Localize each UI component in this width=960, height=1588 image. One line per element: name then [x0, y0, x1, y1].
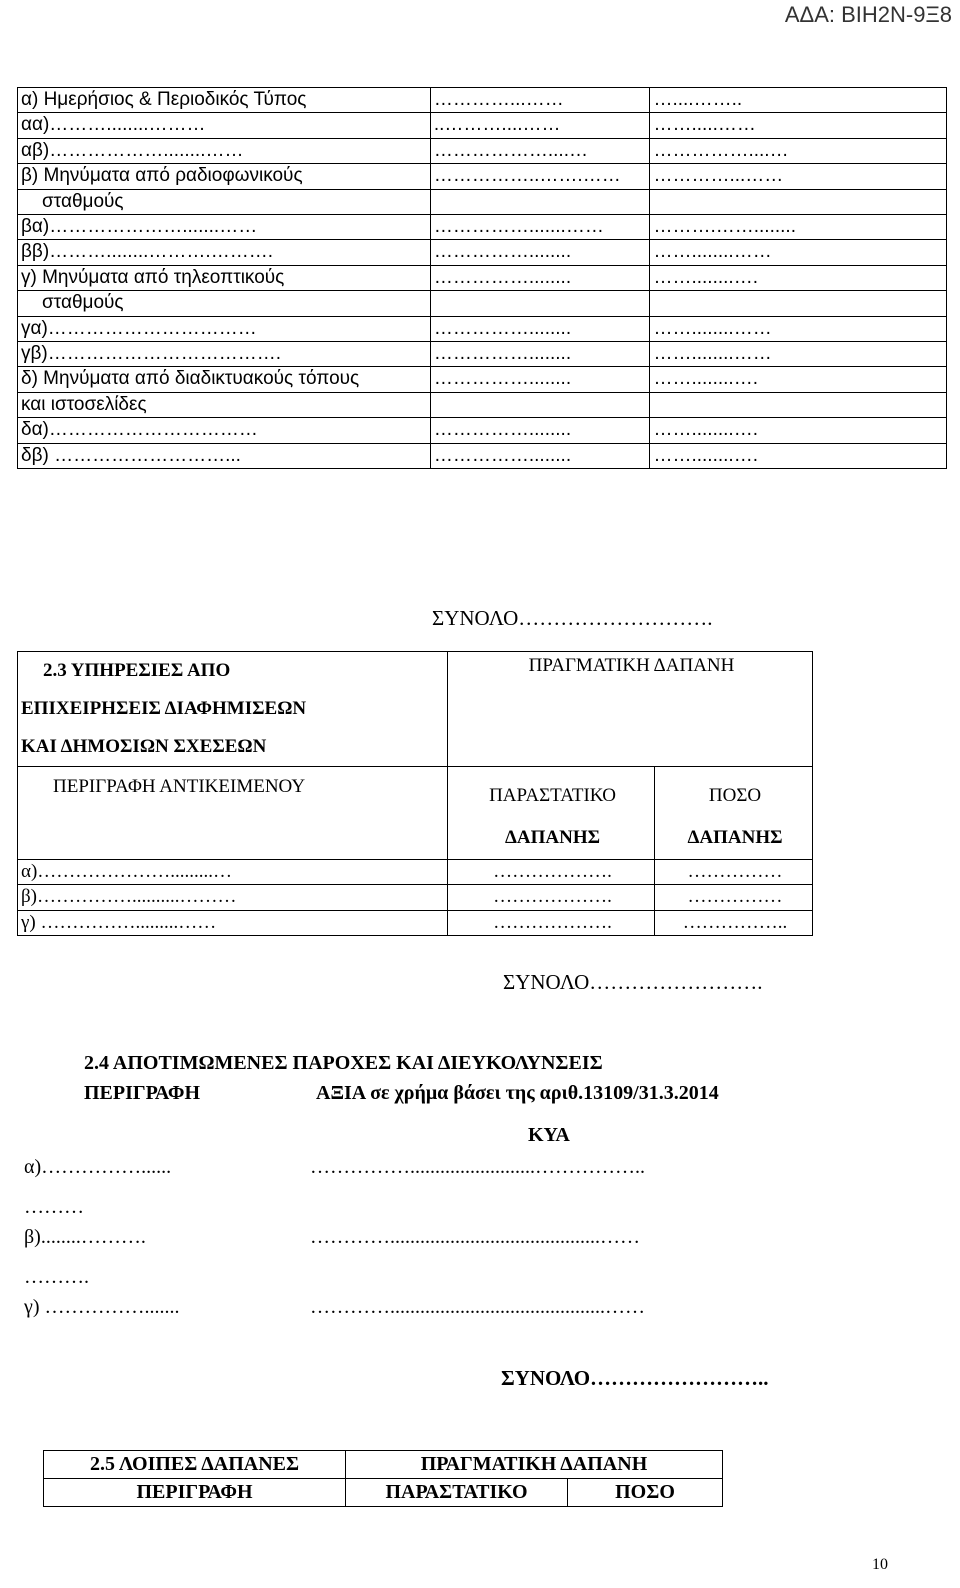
section-2-4-title: 2.4 ΑΠΟΤΙΜΩΜΕΝΕΣ ΠΑΡΟΧΕΣ ΚΑΙ ΔΙΕΥΚΟΛΥΝΣΕΙΣ — [84, 1052, 603, 1074]
row-doc: ..………....…… — [430, 113, 650, 138]
actual-expense-header: ΠΡΑΓΜΑΤΙΚΗ ΔΑΠΑΝΗ — [448, 652, 813, 767]
row-amount — [650, 291, 947, 316]
row-label: γ) …………….........…… — [18, 910, 448, 935]
amount-line: ΠΟΣΟ — [708, 785, 762, 806]
col-description-header-2-4: ΠΕΡΙΓΡΑΦΗ — [84, 1082, 201, 1104]
row-amount: …………….. — [655, 910, 813, 935]
total-3: ΣΥΝΟΛΟ…………………….. — [501, 1366, 769, 1390]
table-row — [18, 215, 947, 240]
row-doc: …………...…… — [430, 88, 650, 113]
row-amount: …....…….. — [650, 88, 947, 113]
table-row — [18, 342, 947, 367]
row-label: δα)…………………………… — [18, 418, 431, 443]
total-2: ΣΥΝΟΛΟ……………………. — [503, 970, 763, 994]
col-amount-header — [655, 767, 813, 860]
col-value-header-cont: ΚΥΑ — [528, 1124, 570, 1146]
row-doc — [430, 189, 650, 214]
media-expenses-table — [17, 87, 947, 469]
doc-line: ΔΑΠΑΝΗΣ — [504, 827, 601, 848]
table-row — [18, 265, 947, 290]
table-row — [18, 189, 947, 214]
row-label: ββ)………........……….………. — [18, 240, 431, 265]
row-label: γ) ……………....... — [24, 1296, 180, 1318]
table-row — [18, 885, 813, 910]
title-line: 2.3 ΥΠΗΡΕΣΙΕΣ ΑΠΟ — [43, 660, 231, 681]
actual-expense-header-2-5: ΠΡΑΓΜΑΤΙΚΗ ΔΑΠΑΝΗ — [346, 1451, 723, 1479]
row-doc: ……………..…….…… — [430, 164, 650, 189]
amount-line: ΔΑΠΑΝΗΣ — [687, 827, 783, 848]
row-amount: ……........…… — [650, 342, 947, 367]
row-doc — [430, 291, 650, 316]
row-label: βα)………………….......…… — [18, 215, 431, 240]
table-row — [18, 392, 947, 417]
row-label: γβ)………………………………. — [18, 342, 431, 367]
other-expenses-table — [43, 1450, 723, 1507]
section-2-5-title: 2.5 ΛΟΙΠΕΣ ΔΑΠΑΝΕΣ — [44, 1451, 346, 1479]
row-doc — [430, 392, 650, 417]
row-value: …………..........................................…… — [310, 1226, 640, 1248]
row-doc: ……………........ — [430, 240, 650, 265]
row-label: σταθμούς — [18, 291, 431, 316]
row-label: β)........………. — [24, 1226, 146, 1248]
col-description-header-2-5: ΠΕΡΙΓΡΑΦΗ — [44, 1479, 346, 1507]
row-doc: ……………........ — [430, 265, 650, 290]
row-doc: ………………. — [448, 885, 655, 910]
row-label: β)……………..........……… — [18, 885, 448, 910]
row-label: β) Μηνύματα από ραδιοφωνικούς — [18, 164, 431, 189]
row-label: σταθμούς — [18, 189, 431, 214]
row-amount: ……….……........ — [650, 215, 947, 240]
row-amount: ……........…… — [650, 316, 947, 341]
table-row — [18, 443, 947, 468]
row-doc: ……………........ — [430, 443, 650, 468]
col-document-header-2-5: ΠΑΡΑΣΤΑΤΙΚΟ — [346, 1479, 568, 1507]
row-doc: ………………. — [448, 860, 655, 885]
row-label: δ) Μηνύματα από διαδικτυακούς τόπους — [18, 367, 431, 392]
row-amount: ……........…. — [650, 418, 947, 443]
row-label: α)……………...... — [24, 1156, 172, 1178]
table-row — [18, 367, 947, 392]
row-label: γ) Μηνύματα από τηλεοπτικούς — [18, 265, 431, 290]
col-description-header: ΠΕΡΙΓΡΑΦΗ ΑΝΤΙΚΕΙΜΕΝΟΥ — [18, 767, 448, 860]
table-row — [18, 316, 947, 341]
row-amount: …………… — [655, 860, 813, 885]
section-2-3-title — [18, 652, 448, 767]
row-amount — [650, 189, 947, 214]
title-line: ΚΑΙ ΔΗΜΟΣΙΩΝ ΣΧΕΣΕΩΝ — [21, 736, 267, 757]
table-row — [18, 418, 947, 443]
table-row — [18, 113, 947, 138]
row-label-cont: ………. — [24, 1266, 89, 1288]
table-row — [18, 164, 947, 189]
row-amount — [650, 392, 947, 417]
table-row — [18, 291, 947, 316]
row-label: αβ)………………........…… — [18, 138, 431, 163]
col-amount-header-2-5: ΠΟΣΟ — [568, 1479, 723, 1507]
row-doc: ……………........ — [430, 316, 650, 341]
row-label: α) Ημερήσιος & Περιοδικός Τύπος — [18, 88, 431, 113]
row-doc: ……………........ — [430, 342, 650, 367]
row-amount: …………...…… — [650, 164, 947, 189]
row-doc: …………….......…… — [430, 215, 650, 240]
row-amount: ……………....… — [650, 138, 947, 163]
doc-line: ΠΑΡΑΣΤΑΤΙΚΟ — [489, 785, 616, 806]
row-label: α)………………….........… — [18, 860, 448, 885]
row-amount: ……........…. — [650, 265, 947, 290]
row-label: δβ) ………………………... — [18, 443, 431, 468]
page-number: 10 — [872, 1556, 888, 1573]
total-1: ΣΥΝΟΛΟ………………………. — [432, 606, 713, 630]
row-doc: ………………....… — [430, 138, 650, 163]
row-label: γα)…………………………… — [18, 316, 431, 341]
title-line: ΕΠΙΧΕΙΡΗΣΕΙΣ ΔΙΑΦΗΜΙΣΕΩΝ — [21, 698, 307, 719]
row-amount: …………… — [655, 885, 813, 910]
table-row — [18, 240, 947, 265]
ada-code: ΑΔΑ: ΒΙΗ2Ν-9Ξ8 — [784, 2, 952, 27]
row-amount: ……........…. — [650, 443, 947, 468]
table-row — [18, 138, 947, 163]
row-label-cont: ……… — [24, 1196, 84, 1218]
row-value: …………….........................…………….. — [310, 1156, 645, 1178]
row-doc: ……………........ — [430, 367, 650, 392]
advertising-services-table — [17, 651, 813, 936]
col-document-header — [448, 767, 655, 860]
row-doc: ………………. — [448, 910, 655, 935]
row-label: αα)………........……… — [18, 113, 431, 138]
row-value: …………...........................................…… — [310, 1296, 645, 1318]
table-row — [18, 860, 813, 885]
col-value-header: ΑΞΙΑ σε χρήμα βάσει της αριθ.13109/31.3.2014 — [316, 1082, 719, 1104]
table-row — [18, 88, 947, 113]
row-amount: ……........…… — [650, 240, 947, 265]
table-row — [18, 910, 813, 935]
row-amount: …….....…… — [650, 113, 947, 138]
row-label: και ιστοσελίδες — [18, 392, 431, 417]
row-doc: ……………........ — [430, 418, 650, 443]
row-amount: ……........…. — [650, 367, 947, 392]
